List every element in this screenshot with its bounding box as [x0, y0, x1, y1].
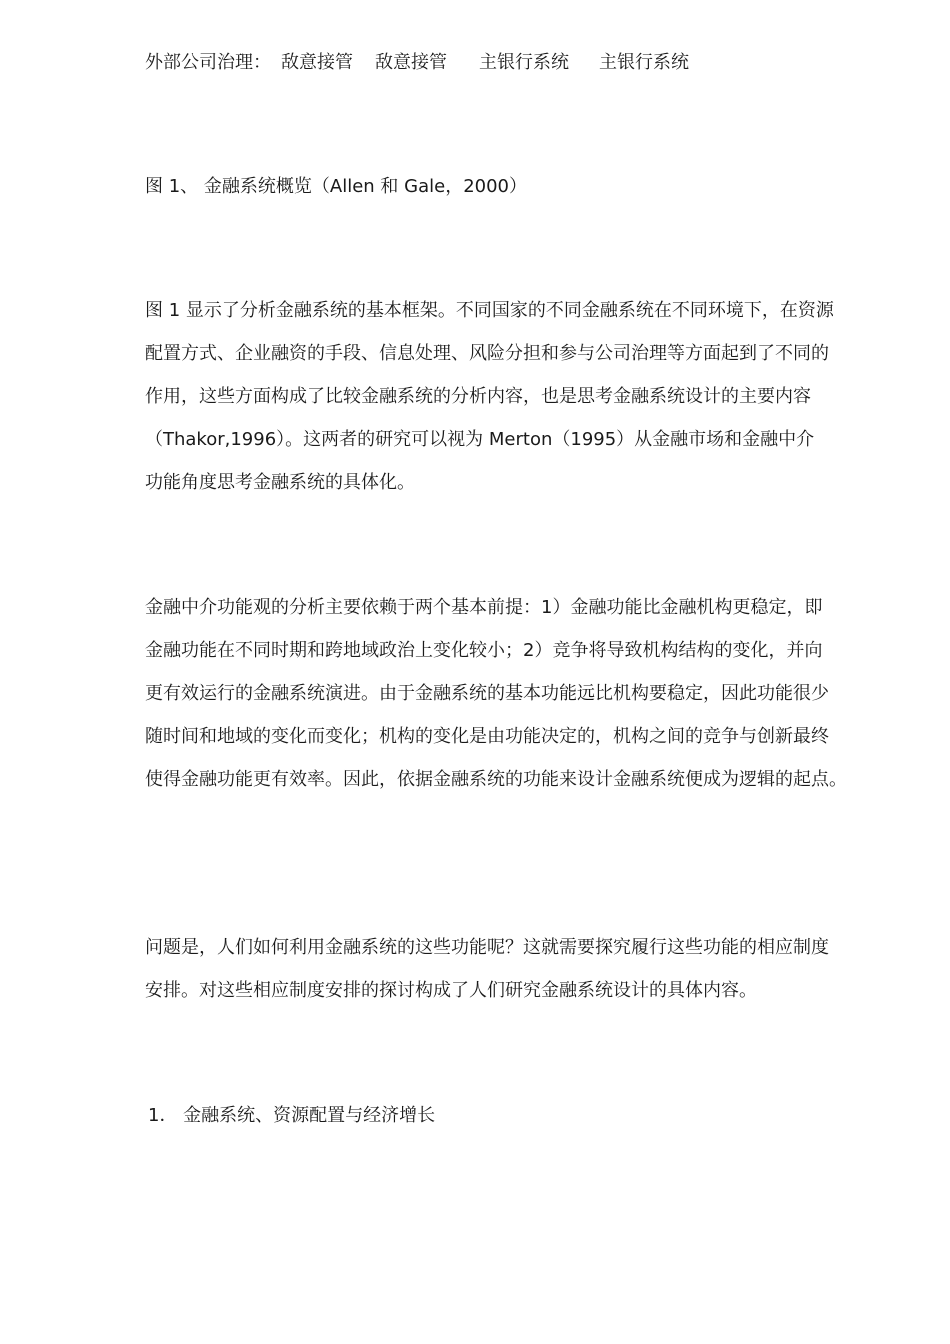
paragraph-line: 随时间和地域的变化而变化；机构的变化是由功能决定的，机构之间的竞争与创新最终: [145, 726, 829, 747]
governance-item-main-bank-1: 主银行系统: [479, 52, 569, 73]
paragraph-line: 配置方式、企业融资的手段、信息处理、风险分担和参与公司治理等方面起到了不同的: [145, 343, 829, 364]
paragraph-line: 金融功能在不同时期和跨地域政治上变化较小；2）竞争将导致机构结构的变化，并向: [145, 640, 823, 661]
paragraph-line: 金融中介功能观的分析主要依赖于两个基本前提：1）金融功能比金融机构更稳定，即: [145, 597, 823, 618]
paragraph-line: 安排。对这些相应制度安排的探讨构成了人们研究金融系统设计的具体内容。: [145, 980, 757, 1001]
paragraph-line: （Thakor,1996）。这两者的研究可以视为 Merton（1995）从金融市场和金融中介: [145, 429, 815, 450]
paragraph-line: 作用，这些方面构成了比较金融系统的分析内容，也是思考金融系统设计的主要内容: [145, 386, 811, 407]
paragraph-line: 图 1 显示了分析金融系统的基本框架。不同国家的不同金融系统在不同环境下，在资源: [145, 300, 834, 321]
paragraph-framework: [145, 299, 890, 514]
paragraph-line: 更有效运行的金融系统演进。由于金融系统的基本功能远比机构要稳定，因此功能很少: [145, 683, 829, 704]
governance-row: [145, 51, 689, 75]
paragraph-line: 问题是，人们如何利用金融系统的这些功能呢？这就需要探究履行这些功能的相应制度: [145, 937, 829, 958]
governance-item-hostile-takeover-1: 敌意接管: [281, 52, 353, 73]
governance-label: 外部公司治理：: [145, 52, 271, 73]
section-heading: 1． 金融系统、资源配置与经济增长: [148, 1105, 436, 1126]
governance-item-hostile-takeover-2: 敌意接管: [375, 52, 447, 73]
governance-item-main-bank-2: 主银行系统: [599, 52, 689, 73]
paragraph-line: 使得金融功能更有效率。因此，依据金融系统的功能来设计金融系统便成为逻辑的起点。: [145, 769, 847, 790]
paragraph-line: 功能角度思考金融系统的具体化。: [145, 472, 415, 493]
paragraph-premises: [145, 596, 890, 811]
figure-caption: 图 1、 金融系统概览（Allen 和 Gale，2000）: [145, 176, 527, 197]
paragraph-institutions: [145, 936, 890, 1022]
